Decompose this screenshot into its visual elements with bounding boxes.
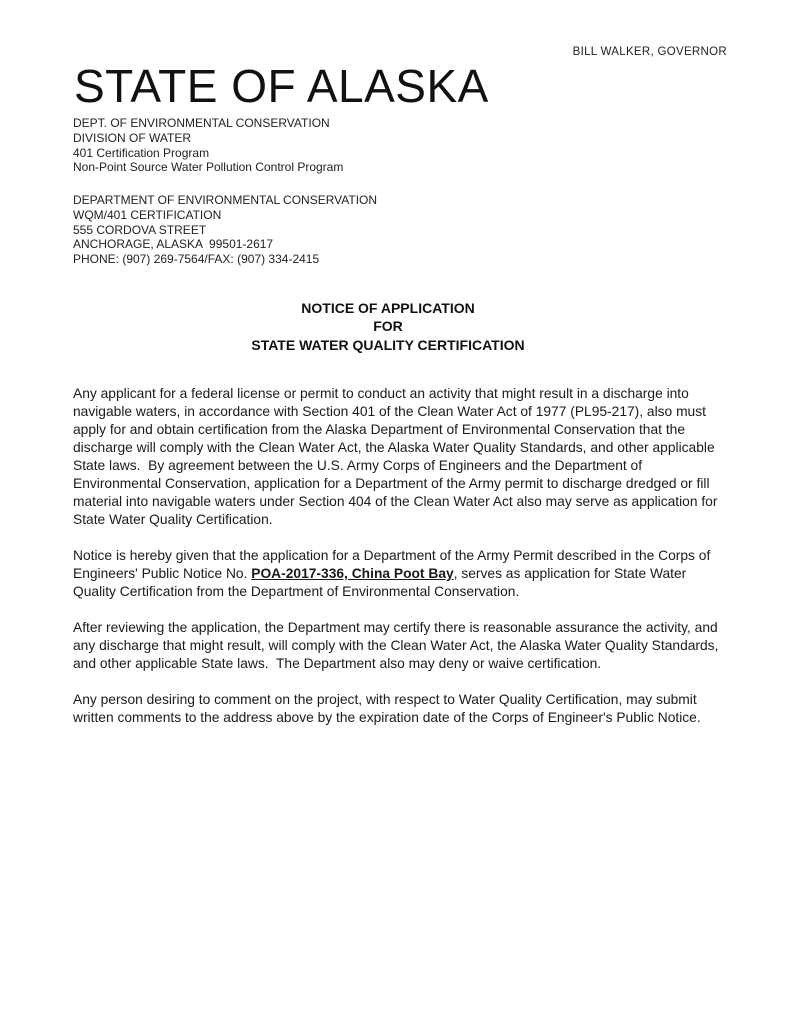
public-notice-number: POA-2017-336, China Poot Bay (251, 566, 454, 582)
notice-title-line-1: NOTICE OF APPLICATION (301, 299, 475, 316)
notice-text-before: Notice is hereby given that the application for a Department of the Army Permit described in the Corps of Engineers' Public Notice No. (73, 548, 715, 582)
program-line-dept: DEPT. OF ENVIRONMENTAL CONSERVATION (73, 116, 330, 131)
address-line-city: ANCHORAGE, ALASKA 99501-2617 (73, 237, 274, 252)
address-line-wqm: WQM/401 CERTIFICATION (73, 207, 222, 222)
address-block (73, 193, 727, 267)
paragraph-applicant-requirements: Any applicant for a federal license or permit to conduct an activity that might result in a discharge into navigable waters, in accordance with Section 401 of the Clean Water Act of 1977 (PL95-217), also must apply for and obtain certification from the Alaska Department of Environmental Conservation that the discharge will comply with the Clean Water Act, the Alaska Water Quality Standards, and other applicable State laws. By agreement between the U.S. Army Corps of Engineers and the Department of Environmental Conservation, application for a Department of the Army permit to discharge dredged or fill material into navigable waters under Section 404 of the Clean Water Act also may serve as application for State Water Quality Certification. (73, 386, 722, 528)
body-copy (73, 385, 723, 727)
program-block (73, 116, 727, 175)
address-line-department: DEPARTMENT OF ENVIRONMENTAL CONSERVATION (73, 193, 378, 208)
paragraph-comment-instructions: Any person desiring to comment on the project, with respect to Water Quality Certification, may submit written comments to the address above by the expiration date of the Corps of Engineer's Public Notice. (73, 692, 701, 726)
notice-text-after: , serves as application for State Water Quality Certification from the Department of Environmental Conservation. (73, 566, 691, 600)
address-line-street: 555 CORDOVA STREET (73, 222, 207, 237)
program-line-division: DIVISION OF WATER (73, 131, 192, 145)
paragraph-department-review: After reviewing the application, the Department may certify there is reasonable assurance the activity, and any discharge that might result, will comply with the Clean Water Act, the Alaska Water Quality Standards, and other applicable State laws. The Department also may deny or waive certification. (73, 620, 723, 672)
governor-line: BILL WALKER, GOVERNOR (572, 46, 727, 58)
address-line-phone: PHONE: (907) 269-7564/FAX: (907) 334-2415 (73, 251, 320, 266)
program-line-401: 401 Certification Program (73, 145, 210, 160)
paragraph-notice-given (73, 547, 723, 601)
agency-title: STATE OF ALASKA (74, 60, 489, 112)
notice-title-line-2: FOR (373, 318, 403, 335)
notice-title (73, 299, 703, 355)
notice-title-line-3: STATE WATER QUALITY CERTIFICATION (251, 336, 525, 353)
program-line-nonpoint: Non-Point Source Water Pollution Control Program (73, 160, 344, 175)
